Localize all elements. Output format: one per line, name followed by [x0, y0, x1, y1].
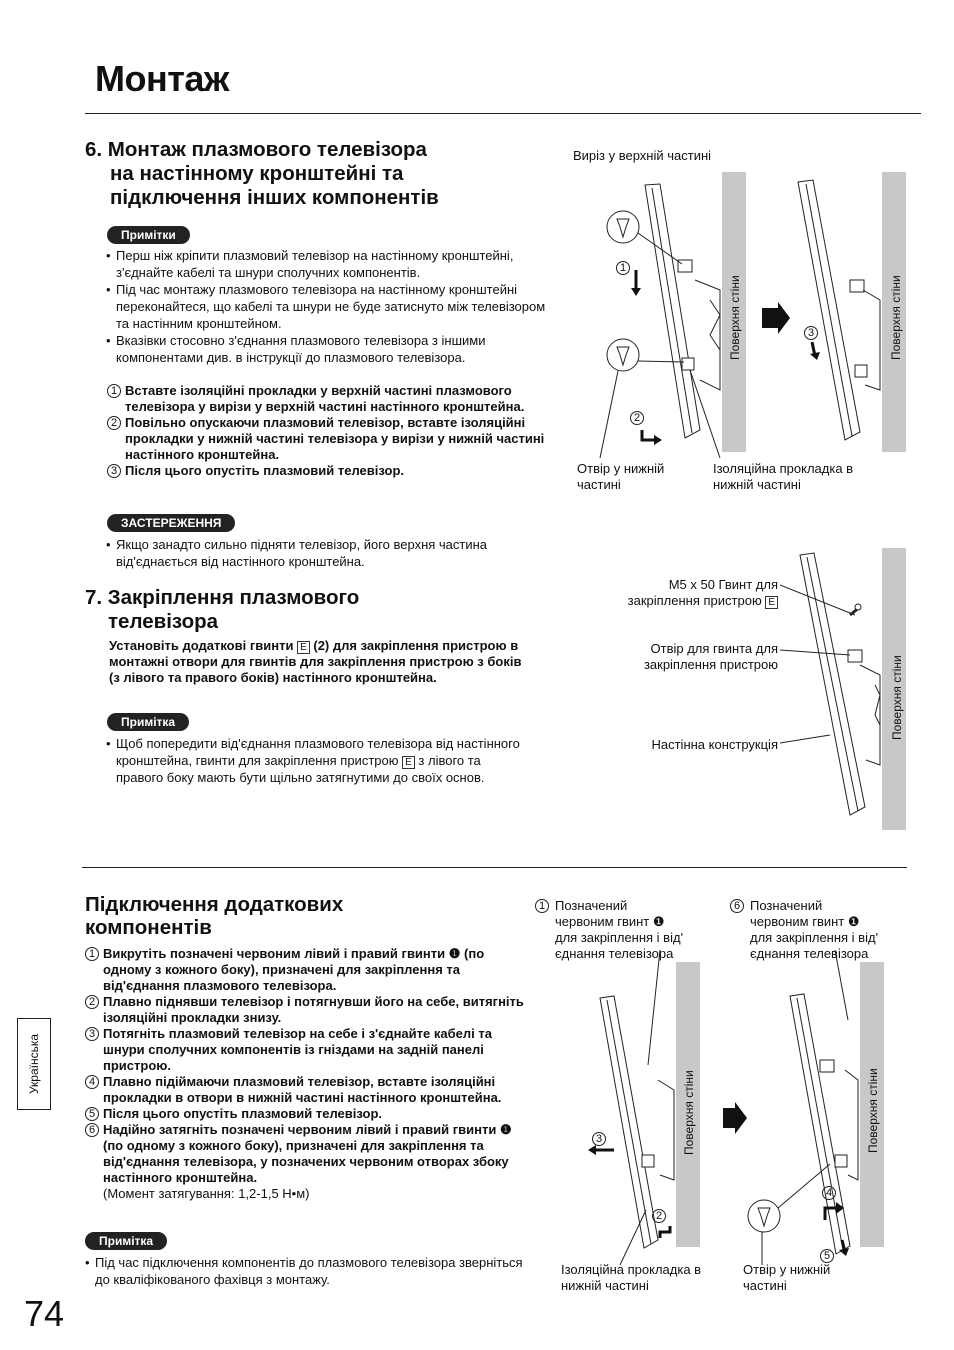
marker-1: 1	[535, 899, 549, 913]
label-red-screw-line4: єднання телевізора	[750, 946, 869, 961]
label-spacer	[713, 461, 853, 493]
step-item	[107, 415, 547, 463]
section7-title-line2: телевізора	[108, 610, 219, 633]
notes-label-wrap	[107, 226, 190, 244]
step-number: 1	[107, 384, 121, 398]
connect-note-item: • Під час підключення компонентів до плазмового телевізора зверніться до кваліфікованого фахівця з монтажу.	[85, 1254, 525, 1288]
marker-5: 5	[820, 1247, 834, 1263]
note-item: • Перш ніж кріпити плазмовий телевізор на настінному кронштейні, з'єднайте кабелі та шнури сполучних компонентів.	[106, 247, 546, 281]
arrow-right-2	[642, 430, 656, 440]
step-text: Потягніть плазмовий телевізор на себе і з'єднайте кабелі та шнури сполучних компонентів із гніздами на задній панелі пристрою.	[103, 1026, 492, 1073]
label-red-screw-left	[535, 898, 725, 962]
step-item	[107, 463, 547, 479]
note-item: • Під час монтажу плазмового телевізора на настінному кронштейні переконайтеся, що кабелі та шнури не буде затиснуто між телевізором та настінним кронштейном.	[106, 281, 546, 332]
label-bottom-hole-line2: частині	[743, 1278, 787, 1293]
section6-notes	[106, 247, 546, 366]
connect-note	[85, 1254, 525, 1288]
step-text: Плавно підіймаючи плазмовий телевізор, вставте ізоляційні прокладки в отвори в нижній частині настінного кронштейна.	[103, 1074, 502, 1105]
step-text: Вставте ізоляційні прокладки у верхній частині плазмового телевізора у вирізи у верхній частині настінного кронштейна.	[125, 383, 525, 414]
connect-title-line1: Підключення додаткових	[85, 893, 344, 916]
wall-surface-label-right: Поверхня стіни	[889, 275, 903, 360]
label-red-screw-line1: Позначений	[555, 898, 628, 913]
connect-heading	[85, 893, 525, 939]
label-red-screw-line3: для закріплення і від'	[555, 930, 684, 945]
marker-6: 6	[730, 899, 744, 913]
label-screw-line2-wrap	[600, 593, 778, 609]
section7-title-line1: 7. Закріплення плазмового	[85, 586, 360, 609]
step-text: Повільно опускаючи плазмовий телевізор, вставте ізоляційні прокладки у нижній частині телевізора у вирізи у нижній частині настінного кронштейна.	[125, 415, 545, 462]
step-number: 3	[107, 464, 121, 478]
step-number: 1	[85, 947, 99, 961]
label-red-screw-line4: єднання телевізора	[555, 946, 674, 961]
label-red-screw-line2: червоним гвинт ❶	[555, 914, 665, 929]
section-divider	[82, 867, 907, 868]
wall-surface-label-left: Поверхня стіни	[682, 1070, 696, 1155]
step-item	[85, 1122, 525, 1186]
label-bottom-hole-line2: частині	[577, 477, 621, 492]
step-text: Після цього опустіть плазмовий телевізор.	[103, 1106, 382, 1121]
header-rule	[85, 113, 921, 114]
language-tab	[17, 1018, 51, 1110]
label-spacer	[561, 1262, 701, 1294]
part-e-label: E	[297, 641, 310, 654]
tv-illustration-left	[645, 184, 720, 438]
label-top-cutout: Виріз у верхній частині	[573, 148, 712, 163]
step-number: 3	[85, 1027, 99, 1041]
notes-label: Примітки	[107, 226, 190, 244]
label-spacer-line2: нижній частині	[561, 1278, 649, 1293]
section7-note-label: Примітка	[107, 713, 189, 731]
label-screw-line2: закріплення пристрою	[627, 593, 762, 608]
label-wall-structure: Настінна конструкція	[651, 737, 778, 752]
marker-3: 3	[804, 325, 818, 341]
section6-title-line3: підключення інших компонентів	[110, 186, 439, 209]
step-item	[85, 1074, 525, 1106]
section7-note-post: з лівого та правого боку мають бути щільно затягнутими до своїх основ.	[116, 753, 485, 785]
section6-title-line2: на настінному кронштейні та	[110, 162, 404, 185]
step-number: 5	[85, 1107, 99, 1121]
big-arrow-right	[762, 302, 790, 334]
label-red-screw-line2: червоним гвинт ❶	[750, 914, 860, 929]
step-item	[85, 994, 525, 1026]
section7-body	[109, 638, 529, 686]
step-item	[85, 1026, 525, 1074]
part-e-label: E	[402, 756, 415, 769]
section7-heading	[85, 586, 445, 634]
label-spacer-line1: Ізоляційна прокладка в	[561, 1262, 702, 1277]
step-item	[85, 946, 525, 994]
step-text: Плавно піднявши телевізор і потягнувши його на себе, витягніть ізоляційні прокладки знизу.	[103, 994, 524, 1025]
section7-note-pre: Щоб попередити від'єднання плазмового телевізора від настінного кронштейна, гвинти для закріплення пристрою	[116, 736, 520, 768]
section7-note-item	[106, 735, 526, 786]
tv-illustration-section7	[800, 553, 880, 815]
step-number: 6	[85, 1123, 99, 1137]
marker-4: 4	[822, 1184, 836, 1200]
section7-note-label-wrap	[107, 713, 189, 731]
label-red-screw-line1: Позначений	[750, 898, 823, 913]
label-red-screw-line3: для закріплення і від'	[750, 930, 879, 945]
wall-surface-label-section7: Поверхня стіни	[890, 655, 904, 740]
page-title: Монтаж	[95, 58, 229, 99]
step-text: Надійно затягніть позначені червоним лівий і правий гвинти ❶ (по одному з кожного боку), призначені для закріплення та від'єднання телевізора, у позначених червоним отворах збоку настінного кронштейна.	[103, 1122, 512, 1185]
section6-title-line1: 6. Монтаж плазмового телевізора	[85, 138, 427, 161]
caution-label-wrap	[107, 514, 235, 532]
marker-3: 3	[592, 1130, 606, 1146]
label-screw-line1: M5 x 50 Гвинт для	[668, 577, 778, 592]
step-text: Викрутіть позначені червоним лівий і правий гвинти ❶ (по одному з кожного боку), призначені для закріплення та від'єднання плазмового телевізора.	[103, 946, 485, 993]
note-item: • Вказівки стосовно з'єднання плазмового телевізора з іншими компонентами див. в інструкції до плазмового телевізора.	[106, 332, 546, 366]
torque-note: (Момент затягування: 1,2-1,5 Н•м)	[103, 1186, 310, 1201]
section6-figure	[560, 140, 930, 500]
connect-steps	[85, 946, 525, 1202]
section7-note	[106, 735, 526, 786]
label-red-screw-right	[730, 898, 920, 962]
connect-note-label-wrap	[85, 1232, 167, 1250]
label-screw	[600, 577, 778, 609]
label-bottom-hole-line1: Отвір у нижній	[577, 461, 665, 476]
marker-2: 2	[652, 1207, 666, 1223]
caution-text: • Якщо занадто сильно підняти телевізор, його верхня частина від'єднається від настінного кронштейна.	[106, 536, 546, 570]
section6-steps	[107, 383, 547, 479]
caution-label: ЗАСТЕРЕЖЕННЯ	[107, 514, 235, 532]
label-bottom-hole	[743, 1262, 830, 1294]
label-spacer-line2: нижній частині	[713, 477, 801, 492]
label-screw-hole-line1: Отвір для гвинта для	[650, 641, 778, 656]
tv-illustration-right	[798, 180, 880, 440]
step-item	[85, 1106, 525, 1122]
arrow-up-2	[660, 1226, 670, 1238]
label-spacer-line1: Ізоляційна прокладка в	[713, 461, 854, 476]
connect-figure	[580, 950, 900, 1270]
connect-title-line2: компонентів	[85, 916, 212, 939]
page-number: 74	[24, 1293, 65, 1334]
part-e-label: E	[765, 596, 778, 609]
marker-2: 2	[630, 410, 644, 426]
language-tab-label: Українська	[27, 1033, 41, 1095]
label-bottom-hole-line1: Отвір у нижній	[743, 1262, 831, 1277]
section7-body-pre: Установіть додаткові гвинти	[109, 638, 294, 653]
big-arrow-right	[723, 1102, 747, 1134]
step-item	[107, 383, 547, 415]
step-number: 4	[85, 1075, 99, 1089]
connect-note-label: Примітка	[85, 1232, 167, 1250]
step-number: 2	[85, 995, 99, 1009]
label-bottom-hole	[577, 461, 664, 493]
wall-surface-label-left: Поверхня стіни	[728, 275, 742, 360]
step-number: 2	[107, 416, 121, 430]
wall-surface-label-right: Поверхня стіни	[866, 1068, 880, 1153]
section6-heading	[85, 138, 545, 210]
caution-text-wrap	[106, 536, 546, 570]
section7-body-post: (2) для закріплення пристрою в монтажні отвори для гвинтів для закріплення пристрою з боків (з лівого та правого боків) настінного кронштейна.	[109, 638, 522, 685]
label-screw-hole	[600, 641, 778, 673]
step-text: Після цього опустіть плазмовий телевізор.	[125, 463, 404, 478]
label-screw-hole-line2: закріплення пристрою	[643, 657, 778, 672]
marker-1: 1	[616, 260, 630, 276]
